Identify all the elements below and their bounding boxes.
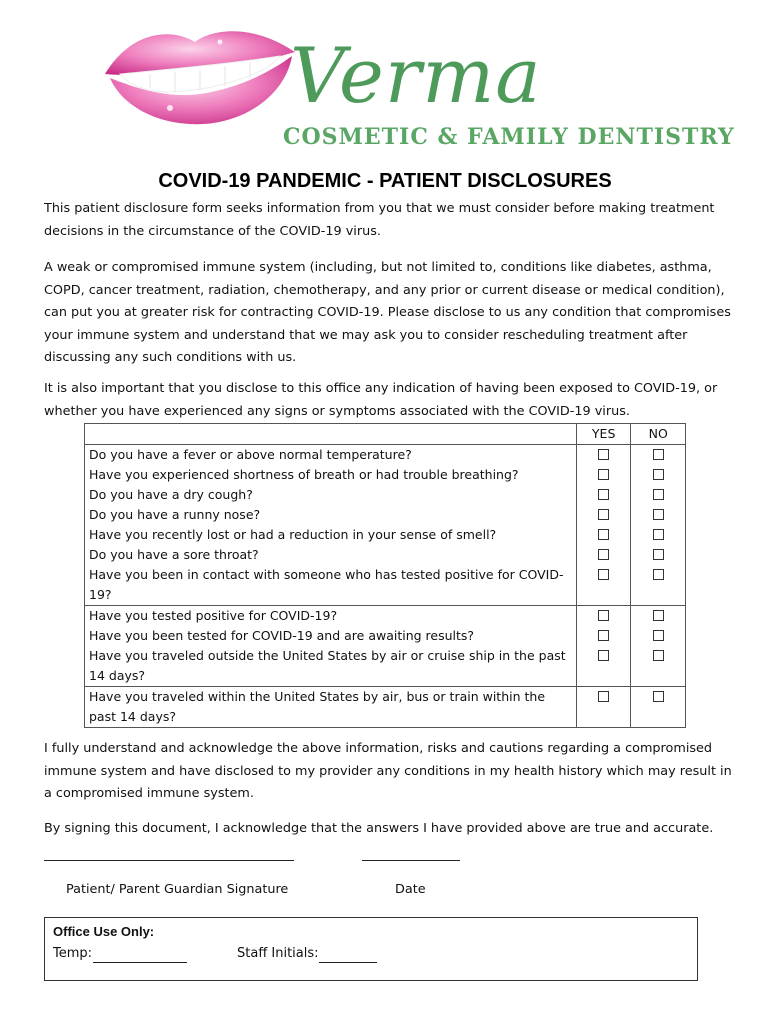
question-text: Have you traveled within the United States by air, bus or train within the past 14 days? <box>85 687 577 728</box>
yes-checkbox[interactable] <box>598 569 609 580</box>
staff-initials-label: Staff Initials: <box>237 946 319 961</box>
question-text: Have you traveled outside the United States by air or cruise ship in the past 14 days? <box>85 646 577 687</box>
staff-initials-field[interactable] <box>319 962 377 963</box>
yes-checkbox[interactable] <box>598 469 609 480</box>
yes-checkbox[interactable] <box>598 630 609 641</box>
no-checkbox[interactable] <box>653 650 664 661</box>
exposure-paragraph: It is also important that you disclose to this office any indication of having been exposed to COVID-19, or whether you have experienced any signs or symptoms associated with the COVID-19 virus. <box>44 381 718 419</box>
table-row <box>85 445 686 466</box>
no-header: NO <box>631 424 686 445</box>
question-text: Do you have a sore throat? <box>85 545 577 565</box>
question-text: Do you have a dry cough? <box>85 485 577 505</box>
question-text: Have you tested positive for COVID-19? <box>85 606 577 627</box>
patient-signature-label: Patient/ Parent Guardian Signature <box>66 882 289 897</box>
question-text: Have you been in contact with someone who has tested positive for COVID-19? <box>85 565 577 606</box>
office-use-box <box>44 917 698 981</box>
signing-paragraph: By signing this document, I acknowledge that the answers I have provided above are true and accurate. <box>44 821 714 836</box>
question-text: Have you experienced shortness of breath or had trouble breathing? <box>85 465 577 485</box>
office-use-heading: Office Use Only: <box>53 924 155 939</box>
no-checkbox[interactable] <box>653 489 664 500</box>
no-checkbox[interactable] <box>653 449 664 460</box>
table-row <box>85 606 686 627</box>
no-checkbox[interactable] <box>653 610 664 621</box>
page-title: COVID-19 PANDEMIC - PATIENT DISCLOSURES <box>158 170 612 192</box>
yes-checkbox[interactable] <box>598 509 609 520</box>
yes-header: YES <box>576 424 631 445</box>
no-checkbox[interactable] <box>653 569 664 580</box>
no-checkbox[interactable] <box>653 691 664 702</box>
symptom-questionnaire <box>84 423 686 728</box>
yes-checkbox[interactable] <box>598 650 609 661</box>
table-row <box>85 626 686 646</box>
no-checkbox[interactable] <box>653 549 664 560</box>
no-checkbox[interactable] <box>653 630 664 641</box>
table-header-row <box>85 424 686 445</box>
date-label: Date <box>395 882 426 897</box>
temp-field[interactable] <box>93 962 187 963</box>
yes-checkbox[interactable] <box>598 549 609 560</box>
no-checkbox[interactable] <box>653 529 664 540</box>
question-text: Do you have a runny nose? <box>85 505 577 525</box>
date-line[interactable] <box>362 860 460 862</box>
question-text: Have you recently lost or had a reduction in your sense of smell? <box>85 525 577 545</box>
immune-paragraph: A weak or compromised immune system (including, but not limited to, conditions like diabetes, asthma, COPD, cancer treatment, radiation, chemotherapy, and any prior or current disease or medical condition), can put you at greater risk for contracting COVID-19. Please disclose to us any condition that compromises your immune system and understand that we may ask you to consider rescheduling treatment after discussing any such conditions with us. <box>44 260 731 365</box>
yes-checkbox[interactable] <box>598 449 609 460</box>
temp-label: Temp: <box>53 946 93 961</box>
patient-signature-line[interactable] <box>44 860 294 862</box>
table-row <box>85 565 686 606</box>
yes-checkbox[interactable] <box>598 529 609 540</box>
intro-paragraph: This patient disclosure form seeks information from you that we must consider before making treatment decisions in the circumstance of the COVID-19 virus. <box>44 201 715 239</box>
no-checkbox[interactable] <box>653 469 664 480</box>
table-row <box>85 505 686 525</box>
yes-checkbox[interactable] <box>598 691 609 702</box>
table-row <box>85 485 686 505</box>
acknowledge-paragraph: I fully understand and acknowledge the above information, risks and cautions regarding a compromised immune system and have disclosed to my provider any conditions in my health history which may result in a compromised immune system. <box>44 741 732 801</box>
no-checkbox[interactable] <box>653 509 664 520</box>
yes-checkbox[interactable] <box>598 610 609 621</box>
question-text: Do you have a fever or above normal temperature? <box>85 445 577 466</box>
table-row <box>85 687 686 728</box>
question-text: Have you been tested for COVID-19 and are awaiting results? <box>85 626 577 646</box>
lips-logo-icon <box>100 12 300 132</box>
table-row <box>85 525 686 545</box>
brand-subtitle: COSMETIC & FAMILY DENTISTRY <box>283 124 735 150</box>
question-header <box>85 424 577 445</box>
table-row <box>85 545 686 565</box>
brand-name: Verma <box>290 31 542 120</box>
table-row <box>85 646 686 687</box>
yes-checkbox[interactable] <box>598 489 609 500</box>
table-row <box>85 465 686 485</box>
